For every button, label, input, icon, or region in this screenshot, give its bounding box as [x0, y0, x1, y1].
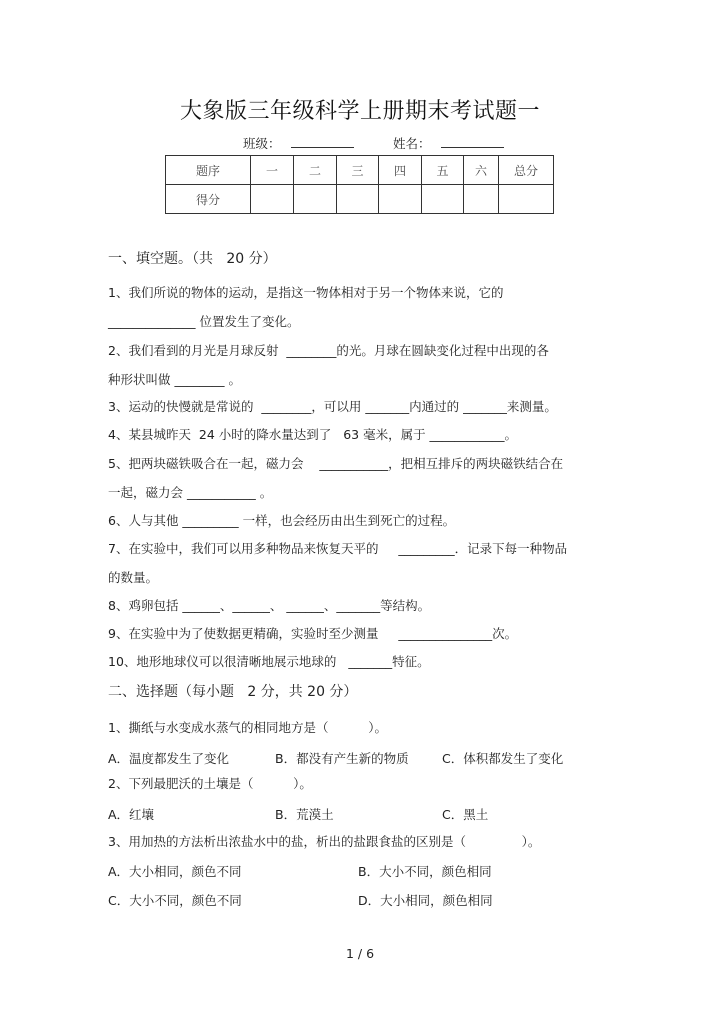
- question-stem: 2、下列最肥沃的土壤是（ ）。: [108, 776, 312, 791]
- question-stem: 3、用加热的方法析出浓盐水中的盐，析出的盐跟食盐的区别是（ ）。: [108, 834, 541, 849]
- option-c[interactable]: C．黑土: [442, 807, 489, 822]
- table-header-cell: 三: [337, 156, 379, 185]
- exam-title: 大象版三年级科学上册期末考试题一: [179, 99, 540, 124]
- table-header-cell: 题序: [166, 156, 251, 185]
- page-number: 1 / 6: [345, 946, 375, 961]
- score-cell[interactable]: [499, 185, 554, 214]
- question-line: 8、鸡卵包括 ______、______、 ______、_______等结构。: [108, 598, 431, 613]
- class-blank[interactable]: [291, 135, 354, 148]
- score-cell[interactable]: [379, 185, 422, 214]
- question-line: ______________ 位置发生了变化。: [108, 314, 300, 329]
- section2-heading: 二、选择题（每小题 2 分，共 20 分）: [108, 684, 358, 700]
- question-line: 1、我们所说的物体的运动，是指这一物体相对于另一个物体来说，它的: [108, 285, 504, 300]
- score-row: [166, 185, 554, 214]
- class-label: 班级：: [243, 136, 281, 151]
- score-cell[interactable]: [464, 185, 499, 214]
- question-line: 5、把两块磁铁吸合在一起，磁力会 ___________，把相互排斥的两块磁铁结合在: [108, 456, 564, 471]
- table-header-cell: 一: [251, 156, 294, 185]
- section1-heading: 一、填空题。（共 20 分）: [108, 251, 277, 267]
- question-line: 9、在实验中为了使数据更精确，实验时至少测量 _______________次。: [108, 626, 518, 641]
- option-b[interactable]: B．荒漠土: [275, 807, 334, 822]
- question-line: 7、在实验中，我们可以用多种物品来恢复天平的 _________．记录下每一种物品: [108, 541, 568, 556]
- question-line: 一起，磁力会 ___________ 。: [108, 485, 273, 500]
- option-b[interactable]: B．大小不同，颜色相同: [358, 864, 492, 879]
- table-header-cell: 二: [294, 156, 337, 185]
- option-c[interactable]: C．体积都发生了变化: [442, 751, 564, 766]
- question-line: 4、某县城昨天 24 小时的降水量达到了 63 毫米，属于 ____________。: [108, 427, 518, 442]
- option-a[interactable]: A．温度都发生了变化: [108, 751, 230, 766]
- table-header-cell: 四: [379, 156, 422, 185]
- option-d[interactable]: D．大小相同，颜色相同: [358, 893, 493, 908]
- question-line: 10、地形地球仪可以很清晰地展示地球的 _______特征。: [108, 654, 430, 669]
- question-stem: 1、撕纸与水变成水蒸气的相同地方是（ ）。: [108, 720, 387, 735]
- question-line: 2、我们看到的月光是月球反射 ________的光。月球在圆缺变化过程中出现的各: [108, 343, 549, 358]
- name-label: 姓名：: [393, 136, 431, 151]
- score-row-label: 得分: [166, 185, 251, 214]
- question-line: 3、运动的快慢就是常说的 ________，可以用 _______内通过的 _______来测量。: [108, 399, 557, 414]
- score-cell[interactable]: [294, 185, 337, 214]
- name-blank[interactable]: [441, 135, 504, 148]
- question-line: 6、人与其他 _________ 一样，也会经历由出生到死亡的过程。: [108, 513, 456, 528]
- table-header-cell: 总分: [499, 156, 554, 185]
- score-table: [165, 155, 554, 214]
- option-b[interactable]: B．都没有产生新的物质: [275, 751, 409, 766]
- table-header-cell: 五: [422, 156, 464, 185]
- question-line: 种形状叫做 ________ 。: [108, 372, 241, 387]
- name-field: [393, 134, 504, 152]
- option-a[interactable]: A．红壤: [108, 807, 155, 822]
- option-a[interactable]: A．大小相同，颜色不同: [108, 864, 242, 879]
- score-cell[interactable]: [422, 185, 464, 214]
- option-c[interactable]: C．大小不同，颜色不同: [108, 893, 242, 908]
- question-line: 的数量。: [108, 570, 159, 585]
- score-cell[interactable]: [337, 185, 379, 214]
- class-field: [243, 134, 354, 152]
- score-cell[interactable]: [251, 185, 294, 214]
- table-header-cell: 六: [464, 156, 499, 185]
- score-table-header: [166, 156, 554, 185]
